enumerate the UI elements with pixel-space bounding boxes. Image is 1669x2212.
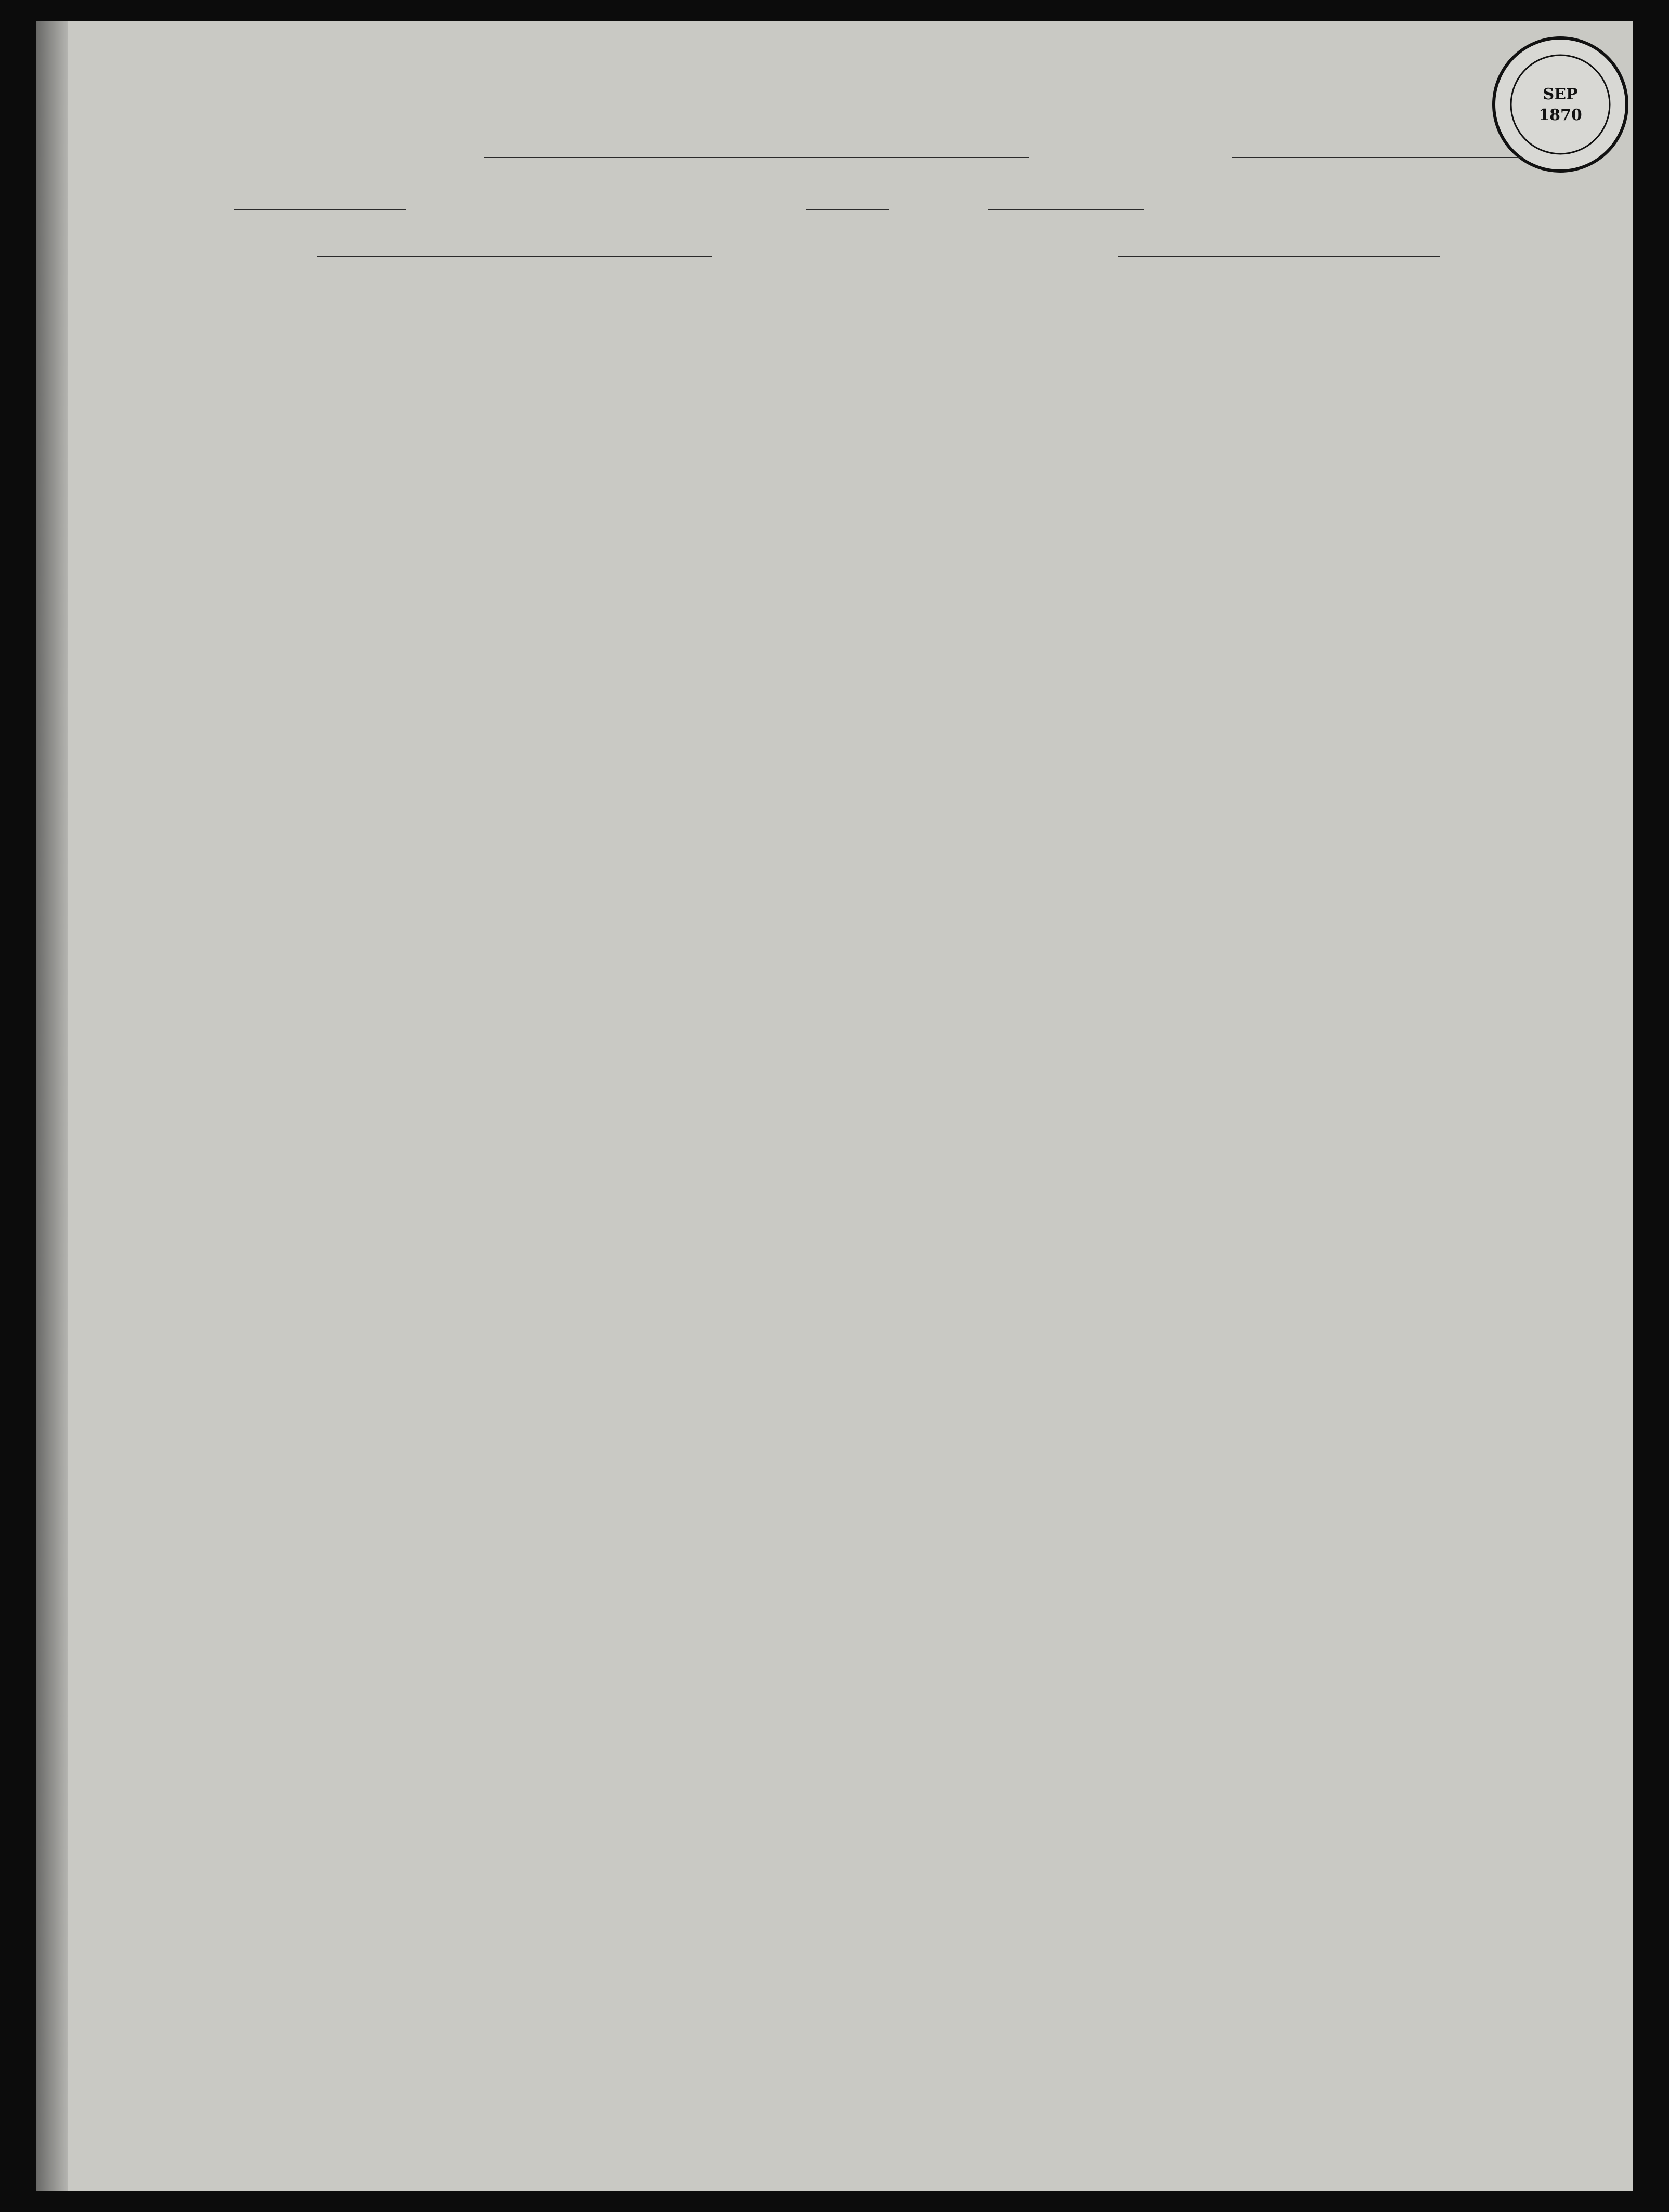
census-table <box>36 21 1633 2191</box>
svg-text:1870: 1870 <box>1538 106 1582 124</box>
svg-text:SEP: SEP <box>1543 85 1578 103</box>
census-page <box>36 21 1633 2191</box>
